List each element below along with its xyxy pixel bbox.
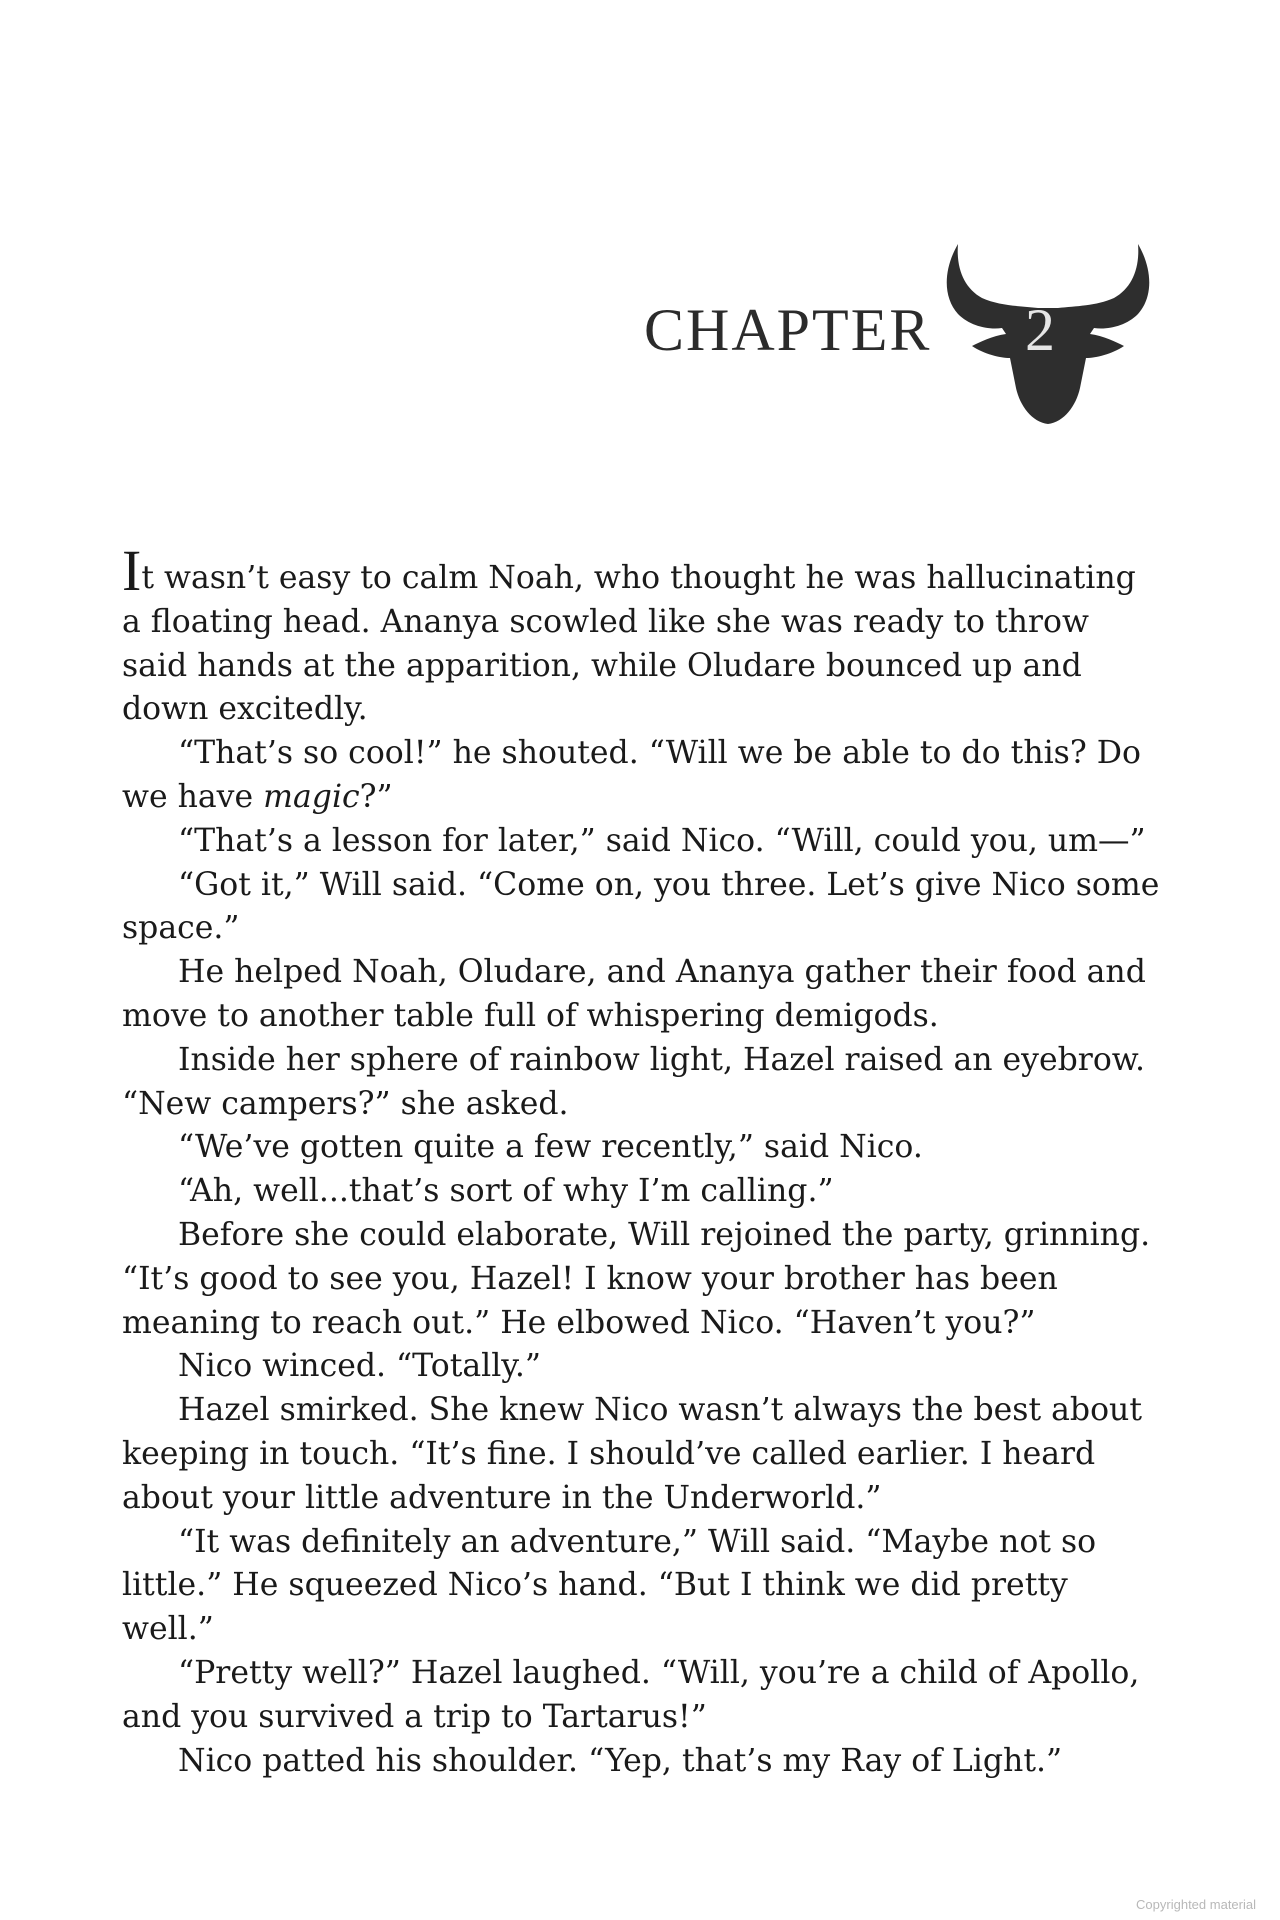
drop-cap: I <box>122 538 142 603</box>
paragraph: “Pretty well?” Hazel laughed. “Will, you’re a child of Apollo, and you survived a trip to Tartarus!” <box>122 1654 1140 1735</box>
paragraph-text: ?” <box>359 778 393 815</box>
paragraph <box>122 538 1162 732</box>
chapter-title: CHAPTER <box>644 297 932 363</box>
paragraph-text: t wasn’t easy to calm Noah, who thought he was hallucinating a floating head. Ananya scowled like she was ready to throw said hands at the apparition, while Oludare bounced up and down excitedly. <box>122 560 1136 728</box>
paragraph-text: “That’s so cool!” he shouted. “Will we be able to do this? Do we have <box>122 735 1141 815</box>
chapter-number: 2 <box>1025 297 1055 363</box>
copyright-watermark: Copyrighted material <box>1136 1897 1256 1912</box>
paragraph: Hazel smirked. She knew Nico wasn’t always the best about keeping in touch. “It’s fine. I should’ve called earlier. I heard about your little adventure in the Underworld.” <box>122 1392 1142 1516</box>
paragraph: “It was definitely an adventure,” Will said. “Maybe not so little.” He squeezed Nico’s hand. “But I think we did pretty well.” <box>122 1523 1097 1648</box>
paragraph <box>122 732 1162 820</box>
paragraph: Nico patted his shoulder. “Yep, that’s my Ray of Light.” <box>178 1742 1063 1779</box>
chapter-body <box>122 538 1162 1783</box>
paragraph: He helped Noah, Oludare, and Ananya gather their food and move to another table full of whispering demigods. <box>122 954 1146 1034</box>
paragraph: Inside her sphere of rainbow light, Hazel raised an eyebrow. “New campers?” she asked. <box>122 1041 1146 1122</box>
paragraph: “We’ve gotten quite a few recently,” said Nico. <box>178 1129 923 1166</box>
paragraph: Before she could elaborate, Will rejoined the party, grinning. “It’s good to see you, Hazel! I know your brother has been meaning to reach out.” He elbowed Nico. “Haven’t you?” <box>122 1216 1151 1341</box>
paragraph: “Ah, well...that’s sort of why I’m calling.” <box>178 1173 834 1210</box>
paragraph: Nico winced. “Totally.” <box>178 1348 542 1385</box>
paragraph: “Got it,” Will said. “Come on, you three. Let’s give Nico some space.” <box>122 866 1160 947</box>
paragraph: “That’s a lesson for later,” said Nico. “Will, could you, um—” <box>178 822 1146 859</box>
italic-word: magic <box>263 778 360 815</box>
